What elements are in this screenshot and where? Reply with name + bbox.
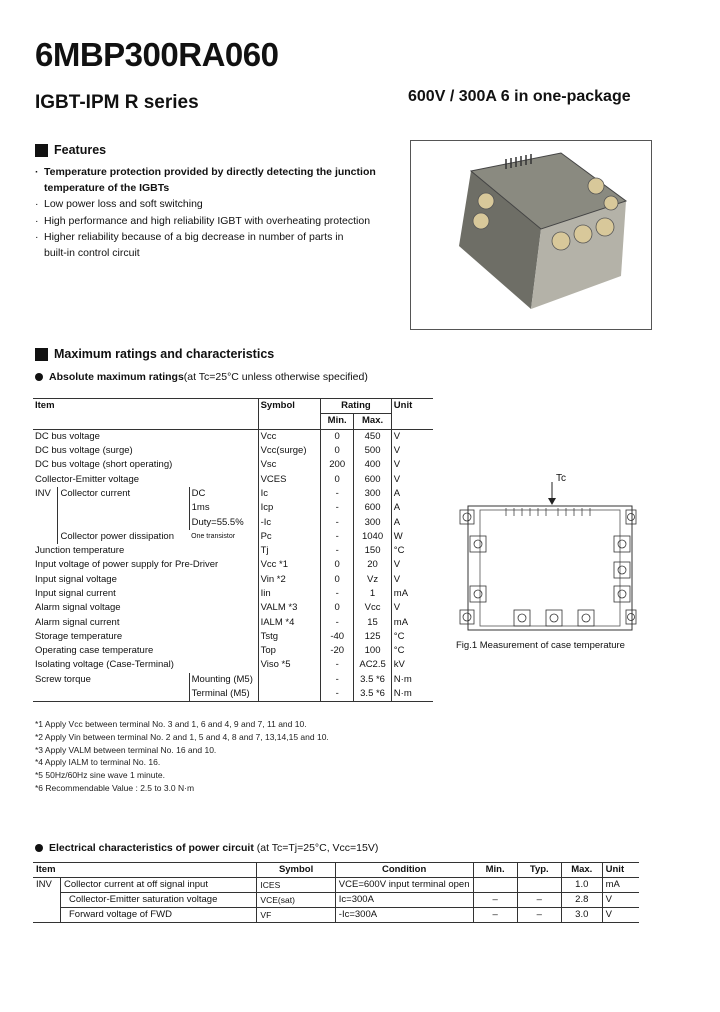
header-max: Max. — [354, 414, 391, 429]
max-cell: 1.0 — [561, 878, 602, 893]
sub-cell: DC — [189, 487, 258, 501]
tc-label: Tc — [556, 473, 566, 484]
item-cell: Screw torque — [35, 673, 91, 685]
header-symbol: Symbol — [258, 399, 320, 414]
table-row — [33, 644, 433, 658]
footnote-item: *3 Apply VALM between terminal No. 16 and 10. — [35, 744, 217, 755]
item-cell: Alarm signal voltage — [35, 602, 121, 614]
unit-cell: V — [391, 458, 433, 472]
group-cell — [33, 893, 60, 908]
sub-cell: One transistor — [191, 532, 236, 540]
header-symbol: Symbol — [257, 863, 335, 878]
max-cell: 600 — [354, 472, 391, 486]
table-row — [33, 615, 433, 629]
symbol-cell: Tstg — [258, 630, 320, 644]
max-cell: 300 — [354, 487, 391, 501]
min-cell: - — [321, 515, 354, 529]
table-row — [33, 458, 433, 472]
product-photo — [410, 140, 652, 330]
rating-summary: 600V / 300A 6 in one-package — [408, 88, 631, 105]
table-row — [33, 501, 433, 515]
footnotes — [35, 718, 329, 795]
table-row — [33, 530, 433, 544]
item-cell: Collector-Emitter saturation voltage — [60, 893, 256, 908]
table-row — [33, 544, 433, 558]
max-cell: 450 — [354, 429, 391, 444]
table-row — [33, 429, 433, 444]
square-bullet-icon — [35, 348, 48, 361]
table-row — [33, 558, 433, 572]
condition-cell: VCE=600V input terminal open — [335, 878, 473, 893]
item-cell: Operating case temperature — [35, 645, 154, 657]
min-cell: - — [321, 687, 354, 702]
square-bullet-icon — [35, 144, 48, 157]
max-cell: 125 — [354, 630, 391, 644]
unit-cell: A — [391, 515, 433, 529]
min-cell: – — [473, 908, 517, 923]
unit-cell: mA — [602, 878, 639, 893]
item-cell: DC bus voltage (surge) — [35, 445, 133, 457]
symbol-cell: Pc — [258, 530, 320, 544]
part-number-title: 6MBP300RA060 — [35, 36, 279, 73]
max-cell: 150 — [354, 544, 391, 558]
unit-cell: W — [391, 530, 433, 544]
typ-cell: – — [517, 893, 561, 908]
unit-cell: V — [391, 558, 433, 572]
max-cell: 15 — [354, 615, 391, 629]
item-cell: Input voltage of power supply for Pre-Driver — [35, 559, 219, 571]
electrical-condition: (at Tc=Tj=25°C, Vcc=15V) — [253, 842, 379, 854]
max-cell: 300 — [354, 515, 391, 529]
typ-cell — [517, 878, 561, 893]
item-cell: DC bus voltage (short operating) — [35, 459, 173, 471]
symbol-cell: Vcc(surge) — [258, 444, 320, 458]
group-cell: INV — [33, 487, 58, 501]
min-cell: -20 — [321, 644, 354, 658]
item-cell: Isolating voltage (Case-Terminal) — [35, 659, 174, 671]
min-cell: - — [321, 501, 354, 515]
unit-cell: V — [391, 472, 433, 486]
min-cell: – — [473, 893, 517, 908]
table-row — [33, 908, 639, 923]
table-row — [33, 658, 433, 672]
footnote-item: *6 Recommendable Value : 2.5 to 3.0 N·m — [35, 782, 195, 793]
header-typ: Typ. — [517, 863, 561, 878]
max-cell: 1040 — [354, 530, 391, 544]
item-cell: Collector current — [60, 487, 131, 499]
header-blank — [33, 414, 258, 429]
condition-cell: Ic=300A — [335, 893, 473, 908]
max-cell: Vz — [354, 573, 391, 587]
item-cell: Storage temperature — [35, 630, 123, 642]
table-header-row — [33, 863, 639, 878]
max-cell: 100 — [354, 644, 391, 658]
item-cell: Collector-Emitter voltage — [35, 473, 140, 485]
table-row — [33, 444, 433, 458]
unit-cell: N·m — [391, 673, 433, 687]
unit-cell: V — [602, 893, 639, 908]
item-cell: Collector current at off signal input — [60, 878, 256, 893]
unit-cell: V — [602, 908, 639, 923]
item-cell — [58, 515, 189, 529]
item-cell — [33, 687, 189, 702]
header-unit: Unit — [602, 863, 639, 878]
features-heading-text: Features — [54, 143, 107, 157]
min-cell: 0 — [321, 573, 354, 587]
group-cell — [33, 908, 60, 923]
unit-cell: A — [391, 501, 433, 515]
symbol-cell: -Ic — [258, 515, 320, 529]
unit-cell: °C — [391, 644, 433, 658]
symbol-cell: Vin *2 — [258, 573, 320, 587]
abs-ratings-title: Absolute maximum ratings — [49, 371, 184, 383]
max-cell: 600 — [354, 501, 391, 515]
header-max: Max. — [561, 863, 602, 878]
table-row — [33, 587, 433, 601]
table-row — [33, 673, 433, 687]
min-cell: -40 — [321, 630, 354, 644]
max-cell: 3.5 *6 — [354, 687, 391, 702]
min-cell: - — [321, 587, 354, 601]
feature-item: · High performance and high reliability IGBT with overheating protection — [35, 213, 405, 229]
header-item: Item — [33, 399, 258, 414]
abs-ratings-condition: (at Tc=25°C unless otherwise specified) — [183, 371, 368, 383]
group-cell: INV — [33, 878, 60, 893]
footnote-item: *4 Apply IALM to terminal No. 16. — [35, 757, 161, 768]
min-cell: 0 — [321, 444, 354, 458]
symbol-cell: Vcc *1 — [258, 558, 320, 572]
min-cell: 0 — [321, 558, 354, 572]
symbol-cell: VF — [257, 908, 335, 923]
symbol-cell: VCES — [258, 472, 320, 486]
min-cell: - — [321, 544, 354, 558]
electrical-title: Electrical characteristics of power circuit — [49, 842, 254, 854]
item-cell — [58, 501, 189, 515]
unit-cell: N·m — [391, 687, 433, 702]
footnote-item: *1 Apply Vcc between terminal No. 3 and 1, 6 and 4, 9 and 7, 11 and 10. — [35, 719, 307, 729]
max-cell: 3.5 *6 — [354, 673, 391, 687]
unit-cell: A — [391, 487, 433, 501]
table-row — [33, 515, 433, 529]
unit-cell: V — [391, 573, 433, 587]
table-row — [33, 487, 433, 501]
header-rating: Rating — [321, 399, 392, 414]
group-cell — [33, 515, 58, 529]
item-cell: Junction temperature — [35, 545, 125, 557]
table-row — [33, 687, 433, 702]
item-cell: Input signal voltage — [35, 573, 117, 585]
header-unit: Unit — [391, 399, 433, 414]
max-ratings-heading — [35, 347, 274, 361]
sub-cell: 1ms — [189, 501, 258, 515]
table-row — [33, 472, 433, 486]
table-row — [33, 630, 433, 644]
min-cell: - — [321, 658, 354, 672]
max-cell: 20 — [354, 558, 391, 572]
max-cell: 3.0 — [561, 908, 602, 923]
symbol-cell: Iin — [258, 587, 320, 601]
min-cell: - — [321, 487, 354, 501]
symbol-cell: ICES — [257, 878, 335, 893]
symbol-cell: Vsc — [258, 458, 320, 472]
header-min: Min. — [473, 863, 517, 878]
table-header-row — [33, 399, 433, 414]
min-cell: - — [321, 615, 354, 629]
figure-caption: Fig.1 Measurement of case temperature — [456, 640, 625, 651]
feature-item: · Temperature protection provided by directly detecting the junction — [35, 164, 405, 180]
unit-cell: kV — [391, 658, 433, 672]
electrical-characteristics-table — [33, 862, 639, 923]
header-blank — [258, 414, 320, 429]
table-row — [33, 573, 433, 587]
max-cell: 400 — [354, 458, 391, 472]
min-cell: 0 — [321, 472, 354, 486]
features-list — [35, 164, 405, 261]
feature-item: built-in control circuit — [44, 247, 140, 260]
symbol-cell: Tj — [258, 544, 320, 558]
footnote-item: *5 50Hz/60Hz sine wave 1 minute. — [35, 770, 165, 781]
item-cell: DC bus voltage — [35, 430, 100, 442]
symbol-cell: Ic — [258, 487, 320, 501]
min-cell: 0 — [321, 429, 354, 444]
unit-cell: V — [391, 444, 433, 458]
typ-cell: – — [517, 908, 561, 923]
feature-item: · Low power loss and soft switching — [35, 196, 405, 212]
sub-cell: Duty=55.5% — [189, 515, 258, 529]
symbol-cell: VCE(sat) — [257, 893, 335, 908]
symbol-cell — [258, 673, 320, 687]
sub-cell: Mounting (M5) — [189, 673, 258, 687]
symbol-cell: Top — [258, 644, 320, 658]
header-condition: Condition — [335, 863, 473, 878]
group-cell — [33, 501, 58, 515]
table-row — [33, 878, 639, 893]
min-cell: - — [321, 673, 354, 687]
symbol-cell: Vcc — [258, 429, 320, 444]
max-cell: AC2.5 — [354, 658, 391, 672]
max-cell: 500 — [354, 444, 391, 458]
min-cell: 200 — [321, 458, 354, 472]
max-cell: 2.8 — [561, 893, 602, 908]
max-cell: 1 — [354, 587, 391, 601]
feature-item: temperature of the IGBTs — [44, 182, 170, 195]
electrical-heading — [35, 842, 378, 854]
abs-ratings-heading — [35, 371, 368, 383]
symbol-cell: VALM *3 — [258, 601, 320, 615]
symbol-cell: IALM *4 — [258, 615, 320, 629]
unit-cell: °C — [391, 630, 433, 644]
round-bullet-icon — [35, 373, 43, 381]
max-cell: Vcc — [354, 601, 391, 615]
item-cell: Input signal current — [35, 588, 116, 599]
min-cell — [473, 878, 517, 893]
absolute-ratings-table — [33, 398, 433, 702]
min-cell: 0 — [321, 601, 354, 615]
table-row — [33, 893, 639, 908]
table-header-row — [33, 414, 433, 429]
min-cell: - — [321, 530, 354, 544]
table-row — [33, 601, 433, 615]
case-temperature-diagram — [458, 470, 638, 636]
symbol-cell: Viso *5 — [258, 658, 320, 672]
unit-cell: mA — [391, 615, 433, 629]
feature-item: · Higher reliability because of a big decrease in number of parts in — [35, 229, 405, 245]
item-cell: Collector power dissipation — [60, 530, 174, 542]
symbol-cell — [258, 687, 320, 702]
unit-cell: mA — [391, 587, 433, 601]
group-cell — [33, 530, 58, 544]
series-subtitle: IGBT-IPM R series — [35, 92, 199, 113]
header-min: Min. — [321, 414, 354, 429]
header-blank — [391, 414, 433, 429]
condition-cell: -Ic=300A — [335, 908, 473, 923]
header-item: Item — [33, 863, 257, 878]
item-cell: Alarm signal current — [35, 616, 120, 628]
unit-cell: V — [391, 601, 433, 615]
round-bullet-icon — [35, 844, 43, 852]
features-heading — [35, 143, 106, 157]
unit-cell: °C — [391, 544, 433, 558]
sub-cell: Terminal (M5) — [189, 687, 258, 702]
max-ratings-heading-text: Maximum ratings and characteristics — [54, 347, 275, 361]
unit-cell: V — [391, 429, 433, 444]
item-cell: Forward voltage of FWD — [60, 908, 256, 923]
footnote-item: *2 Apply Vin between terminal No. 2 and 1, 5 and 4, 8 and 7, 13,14,15 and 10. — [35, 731, 329, 742]
symbol-cell: Icp — [258, 501, 320, 515]
